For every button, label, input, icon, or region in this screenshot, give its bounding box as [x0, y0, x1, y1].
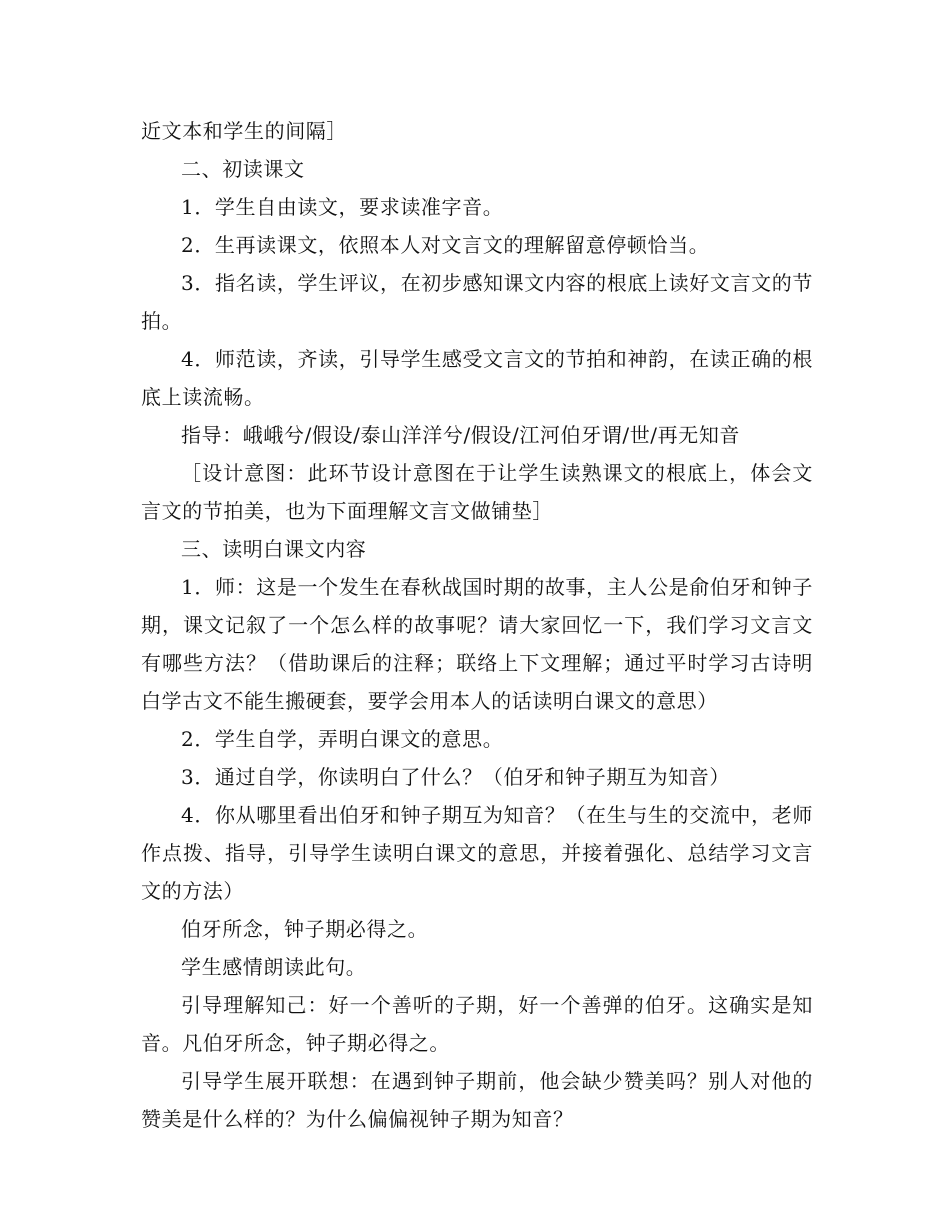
- paragraph: 4．师范读，齐读，引导学生感受文言文的节拍和神韵，在读正确的根底上读流畅。: [141, 347, 813, 409]
- document-body: [141, 112, 813, 1138]
- paragraph: 4．你从哪里看出伯牙和钟子期互为知音？（在生与生的交流中，老师作点拨、指导，引导学生读明白课文的意思，并接着强化、总结学习文言文的方法）: [141, 803, 813, 903]
- paragraph: 3．指名读，学生评议，在初步感知课文内容的根底上读好文言文的节拍。: [141, 271, 813, 333]
- paragraph-quote: 伯牙所念，钟子期必得之。: [181, 917, 429, 941]
- paragraph: 2．生再读课文，依照本人对文言文的理解留意停顿恰当。: [181, 233, 710, 257]
- section-heading-first-reading: 二、初读课文: [181, 157, 305, 181]
- paragraph: 1．学生自由读文，要求读准字音。: [181, 195, 504, 219]
- paragraph: 学生感情朗读此句。: [181, 955, 367, 979]
- paragraph: 1．师：这是一个发生在春秋战国时期的故事，主人公是俞伯牙和钟子期，课文记叙了一个怎么样的故事呢？请大家回忆一下，我们学习文言文有哪些方法？（借助课后的注释；联络上下文理解；通过平时学习古诗明白学古文不能生搬硬套，要学会用本人的话读明白课文的意思）: [141, 575, 813, 713]
- paragraph-guidance: 指导：峨峨兮/假设/泰山洋洋兮/假设/江河伯牙谓/世/再无知音: [181, 423, 741, 447]
- section-heading-understanding: 三、读明白课文内容: [181, 537, 367, 561]
- paragraph: 2．学生自学，弄明白课文的意思。: [181, 727, 504, 751]
- paragraph-design-intent: ［设计意图：此环节设计意图在于让学生读熟课文的根底上，体会文言文的节拍美，也为下面理解文言文做铺垫］: [141, 461, 813, 523]
- paragraph-continuation: 近文本和学生的间隔］: [141, 119, 347, 143]
- paragraph: 引导学生展开联想：在遇到钟子期前，他会缺少赞美吗？别人对他的赞美是什么样的？为什么偏偏视钟子期为知音？: [141, 1069, 813, 1131]
- paragraph: 3．通过自学，你读明白了什么？（伯牙和钟子期互为知音）: [181, 765, 730, 789]
- paragraph: 引导理解知己：好一个善听的子期，好一个善弹的伯牙。这确实是知音。凡伯牙所念，钟子期必得之。: [141, 993, 813, 1055]
